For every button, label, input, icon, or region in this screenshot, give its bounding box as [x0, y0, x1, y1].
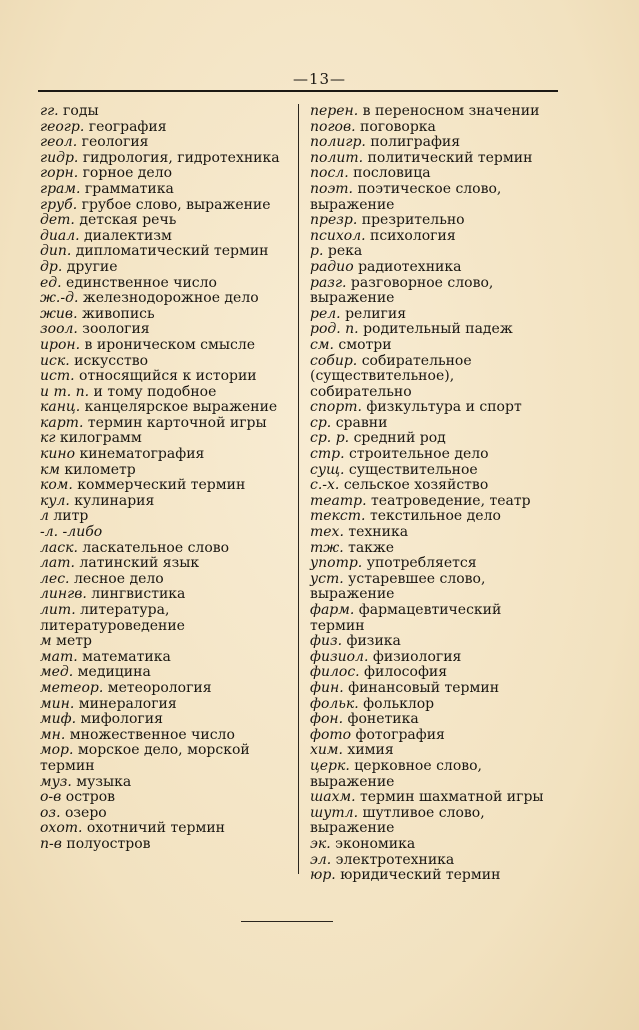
- abbreviation-meaning: охотничий термин: [82, 820, 226, 837]
- abbreviation-entry: [310, 182, 558, 213]
- abbreviation-entry: [310, 556, 558, 572]
- abbreviation-entry: [40, 400, 288, 416]
- abbreviation: мор.: [40, 742, 74, 759]
- abbreviation: гг.: [40, 103, 59, 119]
- abbreviation-entry: [310, 665, 558, 681]
- abbreviation: кг: [40, 430, 56, 447]
- abbreviation: текст.: [310, 508, 366, 525]
- left-column: [40, 104, 288, 853]
- abbreviation-entry: [310, 400, 558, 416]
- abbreviation-entry: [310, 338, 558, 354]
- abbreviation-meaning: лесное дело: [69, 570, 164, 587]
- abbreviation: разг.: [310, 274, 347, 291]
- abbreviation: стр.: [310, 446, 345, 463]
- abbreviation: -л. -либо: [40, 524, 103, 541]
- abbreviation-meaning: метр: [51, 633, 92, 650]
- abbreviation-meaning: грубое слово, выражение: [77, 196, 271, 213]
- abbreviation-meaning: диалектизм: [79, 227, 172, 244]
- abbreviation-meaning: собирательное (существительное), собирательно: [310, 352, 472, 400]
- abbreviation-meaning: термин шахматной игры: [355, 789, 544, 806]
- abbreviation-entry: [40, 572, 288, 588]
- abbreviation-meaning: медицина: [73, 664, 151, 681]
- abbreviation: фин.: [310, 679, 344, 696]
- abbreviation-meaning: искусство: [69, 352, 149, 369]
- abbreviation-entry: [310, 431, 558, 447]
- abbreviation-meaning: геология: [77, 134, 149, 151]
- abbreviation: употр.: [310, 555, 363, 572]
- abbreviation-entry: [310, 322, 558, 338]
- abbreviation-entry: [40, 307, 288, 323]
- abbreviation-entry: [40, 821, 288, 837]
- column-divider: [298, 104, 299, 874]
- abbreviation-meaning: литр: [48, 508, 89, 525]
- abbreviation: погов.: [310, 118, 356, 135]
- abbreviation-entry: [310, 307, 558, 323]
- abbreviation-meaning: политический термин: [363, 149, 533, 166]
- abbreviation-entry: [40, 229, 288, 245]
- abbreviation: см.: [310, 336, 334, 353]
- abbreviation: фото: [310, 726, 352, 743]
- abbreviation-entry: [310, 494, 558, 510]
- abbreviation: сущ.: [310, 461, 345, 478]
- abbreviation-meaning: грамматика: [80, 180, 174, 197]
- abbreviation-entry: [310, 416, 558, 432]
- abbreviation-entry: [40, 244, 288, 260]
- abbreviation-entry: [310, 806, 558, 837]
- abbreviation-entry: [40, 728, 288, 744]
- abbreviation-entry: [40, 120, 288, 136]
- abbreviation-meaning: килограмм: [55, 430, 142, 447]
- abbreviation: мат.: [40, 648, 78, 665]
- abbreviation-entry: [40, 806, 288, 822]
- abbreviation: лес.: [40, 570, 70, 587]
- abbreviation: рел.: [310, 305, 341, 322]
- abbreviation-meaning: пословица: [348, 165, 431, 182]
- abbreviation: м: [40, 633, 52, 650]
- abbreviation: р.: [310, 243, 324, 260]
- abbreviation-meaning: философия: [359, 664, 448, 681]
- abbreviation-meaning: мифология: [76, 711, 163, 728]
- abbreviation-entry: [310, 276, 558, 307]
- abbreviation-meaning: в переносном значении: [358, 103, 540, 119]
- abbreviation: перен.: [310, 103, 359, 119]
- abbreviation-meaning: канцелярское выражение: [80, 399, 278, 416]
- abbreviation: мин.: [40, 695, 75, 712]
- abbreviation: психол.: [310, 227, 366, 244]
- abbreviation-meaning: фотография: [351, 726, 445, 743]
- abbreviation-meaning: полиграфия: [365, 134, 461, 151]
- abbreviation-entry: [40, 276, 288, 292]
- abbreviation-entry: [310, 229, 558, 245]
- abbreviation-meaning: существительное: [344, 461, 478, 478]
- abbreviation: геогр.: [40, 118, 85, 135]
- abbreviation-entry: [310, 151, 558, 167]
- abbreviation-entry: [310, 135, 558, 151]
- abbreviation: посл.: [310, 165, 349, 182]
- abbreviation: полит.: [310, 149, 364, 166]
- abbreviation-meaning: термин карточной игры: [83, 414, 267, 431]
- abbreviation-meaning: религия: [340, 305, 407, 322]
- abbreviation: фольк.: [310, 695, 359, 712]
- abbreviation-meaning: текстильное дело: [365, 508, 501, 525]
- bottom-rule: [241, 921, 333, 922]
- abbreviation-entry: [310, 354, 558, 401]
- abbreviation: метеор.: [40, 679, 104, 696]
- abbreviation-entry: [40, 416, 288, 432]
- abbreviation-entry: [310, 759, 558, 790]
- abbreviation-entry: [310, 868, 558, 884]
- top-rule: [38, 90, 558, 92]
- abbreviation-entry: [40, 837, 288, 853]
- page-number: —13—: [292, 70, 347, 88]
- abbreviation: кино: [40, 446, 76, 463]
- abbreviation: ист.: [40, 368, 75, 385]
- abbreviation: филос.: [310, 664, 360, 681]
- abbreviation-meaning: детская речь: [74, 212, 177, 229]
- abbreviation-entry: [310, 525, 558, 541]
- abbreviation-meaning: озеро: [60, 804, 107, 821]
- abbreviation-entry: [310, 213, 558, 229]
- abbreviation-entry: [40, 681, 288, 697]
- abbreviation-entry: [310, 509, 558, 525]
- abbreviation-meaning: лингвистика: [86, 586, 186, 603]
- abbreviation-meaning: математика: [77, 648, 171, 665]
- abbreviation-meaning: латинский язык: [75, 555, 200, 572]
- abbreviation: презр.: [310, 212, 358, 229]
- abbreviation-meaning: фармацевтический термин: [310, 602, 502, 634]
- abbreviation-meaning: фонетика: [343, 711, 419, 728]
- abbreviation: ср. р.: [310, 430, 350, 447]
- abbreviation: ср.: [310, 414, 332, 431]
- abbreviation-meaning: полуостров: [61, 835, 151, 852]
- abbreviation-meaning: родительный падеж: [358, 321, 513, 338]
- abbreviation-entry: [310, 837, 558, 853]
- abbreviation: л: [40, 508, 49, 525]
- abbreviation-meaning: горное дело: [78, 165, 173, 182]
- abbreviation: с.-х.: [310, 477, 340, 494]
- abbreviation-meaning: финансовый термин: [343, 679, 500, 696]
- abbreviation-meaning: морское дело, морской термин: [40, 742, 250, 774]
- abbreviation: охот.: [40, 820, 83, 837]
- abbreviation-meaning: остров: [61, 789, 116, 806]
- abbreviation-entry: [40, 478, 288, 494]
- abbreviation: миф.: [40, 711, 77, 728]
- abbreviation: юр.: [310, 867, 336, 884]
- abbreviation-meaning: в ироническом смысле: [80, 336, 256, 353]
- abbreviation-entry: [310, 681, 558, 697]
- abbreviation: геол.: [40, 134, 78, 151]
- abbreviation: дип.: [40, 243, 72, 260]
- abbreviation: физиол.: [310, 648, 369, 665]
- abbreviation: тж.: [310, 539, 344, 556]
- abbreviation-entry: [40, 665, 288, 681]
- abbreviation-entry: [40, 790, 288, 806]
- abbreviation-meaning: средний род: [349, 430, 446, 447]
- abbreviation-meaning: радиотехника: [353, 258, 462, 275]
- abbreviation-meaning: поэтическое слово, выражение: [310, 180, 502, 213]
- abbreviation-meaning: ласкательное слово: [77, 539, 230, 556]
- abbreviation: и т. п.: [40, 383, 90, 400]
- abbreviation-entry: [310, 166, 558, 182]
- abbreviation-entry: [40, 650, 288, 666]
- abbreviation: груб.: [40, 196, 78, 213]
- abbreviation: спорт.: [310, 399, 362, 416]
- abbreviation: физ.: [310, 633, 343, 650]
- abbreviation: муз.: [40, 773, 72, 790]
- abbreviation-meaning: презрительно: [357, 212, 465, 229]
- abbreviation-meaning: смотри: [333, 336, 392, 353]
- abbreviation: о-в: [40, 789, 62, 806]
- abbreviation: лит.: [40, 602, 76, 618]
- abbreviation-meaning: и тому подобное: [89, 383, 217, 400]
- abbreviation-entry: [310, 743, 558, 759]
- abbreviation-entry: [40, 587, 288, 603]
- abbreviation-meaning: минералогия: [74, 695, 177, 712]
- abbreviation-meaning: география: [84, 118, 167, 135]
- abbreviation-entry: [310, 650, 558, 666]
- abbreviation-entry: [310, 728, 558, 744]
- abbreviation-meaning: техника: [343, 524, 409, 541]
- abbreviation-entry: [40, 104, 288, 120]
- abbreviation-meaning: физиология: [368, 648, 462, 665]
- abbreviation-entry: [310, 603, 558, 634]
- abbreviation-meaning: коммерческий термин: [72, 477, 246, 494]
- abbreviation-meaning: литература, литературоведение: [40, 602, 185, 634]
- abbreviation: фарм.: [310, 602, 355, 618]
- abbreviation: ж.-д.: [40, 290, 79, 307]
- abbreviation: зоол.: [40, 321, 78, 338]
- abbreviation-entry: [40, 431, 288, 447]
- abbreviation-entry: [40, 463, 288, 479]
- abbreviation-entry: [310, 447, 558, 463]
- abbreviation-meaning: устаревшее слово, выражение: [310, 570, 486, 603]
- abbreviation-meaning: театроведение, театр: [366, 492, 531, 509]
- abbreviation-entry: [40, 556, 288, 572]
- abbreviation-meaning: кулинария: [69, 492, 155, 509]
- abbreviation: ком.: [40, 477, 73, 494]
- abbreviation: диал.: [40, 227, 80, 244]
- abbreviation-entry: [40, 198, 288, 214]
- abbreviation-meaning: река: [323, 243, 363, 260]
- abbreviation: лингв.: [40, 586, 87, 603]
- abbreviation-entry: [310, 478, 558, 494]
- abbreviation-entry: [40, 447, 288, 463]
- abbreviation-entry: [40, 634, 288, 650]
- abbreviation-entry: [40, 697, 288, 713]
- abbreviation-entry: [40, 338, 288, 354]
- abbreviation: ласк.: [40, 539, 78, 556]
- abbreviation-meaning: гидрология, гидротехника: [78, 149, 280, 166]
- abbreviation-entry: [310, 244, 558, 260]
- abbreviation-entry: [40, 603, 288, 634]
- abbreviation-entry: [40, 166, 288, 182]
- abbreviation-entry: [310, 790, 558, 806]
- abbreviation-entry: [40, 541, 288, 557]
- abbreviation-entry: [40, 291, 288, 307]
- abbreviation: мед.: [40, 664, 74, 681]
- abbreviation-entry: [310, 697, 558, 713]
- abbreviation-entry: [40, 775, 288, 791]
- abbreviation-entry: [310, 120, 558, 136]
- abbreviation-entry: [40, 369, 288, 385]
- abbreviation: оз.: [40, 804, 61, 821]
- abbreviation: кул.: [40, 492, 70, 509]
- abbreviation-meaning: церковное слово, выражение: [310, 757, 483, 790]
- abbreviation-meaning: сельское хозяйство: [339, 477, 489, 494]
- abbreviation: поэт.: [310, 180, 354, 197]
- abbreviation: эл.: [310, 851, 332, 868]
- abbreviation: фон.: [310, 711, 344, 728]
- abbreviation: шутл.: [310, 804, 359, 821]
- abbreviation-meaning: химия: [342, 742, 394, 759]
- abbreviation: грам.: [40, 180, 81, 197]
- abbreviation-meaning: живопись: [77, 305, 155, 322]
- abbreviation-meaning: множественное число: [65, 726, 235, 743]
- abbreviation: км: [40, 461, 60, 478]
- abbreviation-meaning: также: [343, 539, 395, 556]
- abbreviation-meaning: строительное дело: [344, 446, 489, 463]
- abbreviation-entry: [40, 525, 288, 541]
- abbreviation-meaning: экономика: [330, 835, 416, 852]
- abbreviation-entry: [40, 494, 288, 510]
- abbreviation-entry: [310, 712, 558, 728]
- abbreviation-meaning: километр: [59, 461, 136, 478]
- abbreviation-meaning: единственное число: [61, 274, 217, 291]
- abbreviation: п-в: [40, 835, 62, 852]
- abbreviation-meaning: физкультура и спорт: [361, 399, 522, 416]
- abbreviation-entry: [310, 463, 558, 479]
- abbreviation-meaning: употребляется: [362, 555, 477, 572]
- abbreviation-entry: [40, 322, 288, 338]
- abbreviation-meaning: поговорка: [355, 118, 436, 135]
- abbreviation-entry: [40, 135, 288, 151]
- abbreviation: театр.: [310, 492, 367, 509]
- abbreviation-meaning: метеорология: [103, 679, 212, 696]
- abbreviation-meaning: фольклор: [358, 695, 435, 712]
- abbreviation: полигр.: [310, 134, 366, 151]
- abbreviation: гидр.: [40, 149, 79, 166]
- right-column: [310, 104, 558, 884]
- abbreviation: эк.: [310, 835, 331, 852]
- abbreviation-entry: [40, 151, 288, 167]
- abbreviation: др.: [40, 258, 63, 275]
- abbreviation: иск.: [40, 352, 70, 369]
- abbreviation-entry: [310, 260, 558, 276]
- abbreviation: уст.: [310, 570, 344, 587]
- abbreviation: лат.: [40, 555, 75, 572]
- abbreviation: мн.: [40, 726, 66, 743]
- abbreviation: род. п.: [310, 321, 359, 338]
- abbreviation: шахм.: [310, 789, 356, 806]
- abbreviation: хим.: [310, 742, 343, 759]
- abbreviation-entry: [310, 541, 558, 557]
- abbreviation-entry: [40, 712, 288, 728]
- abbreviation-meaning: годы: [58, 103, 99, 119]
- abbreviation-entry: [40, 213, 288, 229]
- abbreviation-meaning: психология: [365, 227, 456, 244]
- abbreviation: собир.: [310, 352, 358, 369]
- abbreviation-meaning: шутливое слово, выражение: [310, 804, 485, 837]
- abbreviation-entry: [40, 260, 288, 276]
- abbreviation-meaning: физика: [342, 633, 401, 650]
- abbreviation-meaning: юридический термин: [335, 867, 501, 884]
- abbreviation: церк.: [310, 757, 350, 774]
- abbreviation-entry: [40, 354, 288, 370]
- abbreviation-entry: [40, 509, 288, 525]
- abbreviation: дет.: [40, 212, 75, 229]
- abbreviation-entry: [310, 104, 558, 120]
- abbreviation: канц.: [40, 399, 81, 416]
- abbreviation: тех.: [310, 524, 344, 541]
- abbreviation: радио: [310, 258, 354, 275]
- abbreviation: жив.: [40, 305, 78, 322]
- abbreviation-meaning: железнодорожное дело: [78, 290, 259, 307]
- abbreviation-entry: [40, 743, 288, 774]
- abbreviation-meaning: дипломатический термин: [71, 243, 269, 260]
- abbreviation-meaning: музыка: [71, 773, 132, 790]
- abbreviation: карт.: [40, 414, 84, 431]
- abbreviation: ирон.: [40, 336, 81, 353]
- abbreviation-meaning: относящийся к истории: [74, 368, 257, 385]
- abbreviation: ед.: [40, 274, 62, 291]
- abbreviation-meaning: другие: [62, 258, 118, 275]
- abbreviation-entry: [310, 853, 558, 869]
- abbreviation-entry: [40, 182, 288, 198]
- abbreviation-entry: [310, 634, 558, 650]
- abbreviation: горн.: [40, 165, 79, 182]
- abbreviation-meaning: кинематография: [75, 446, 205, 463]
- abbreviation-meaning: разговорное слово, выражение: [310, 274, 494, 307]
- abbreviation-entry: [310, 572, 558, 603]
- abbreviation-entry: [40, 385, 288, 401]
- abbreviation-meaning: сравни: [331, 414, 388, 431]
- abbreviation-meaning: электротехника: [331, 851, 455, 868]
- abbreviation-meaning: зоология: [77, 321, 150, 338]
